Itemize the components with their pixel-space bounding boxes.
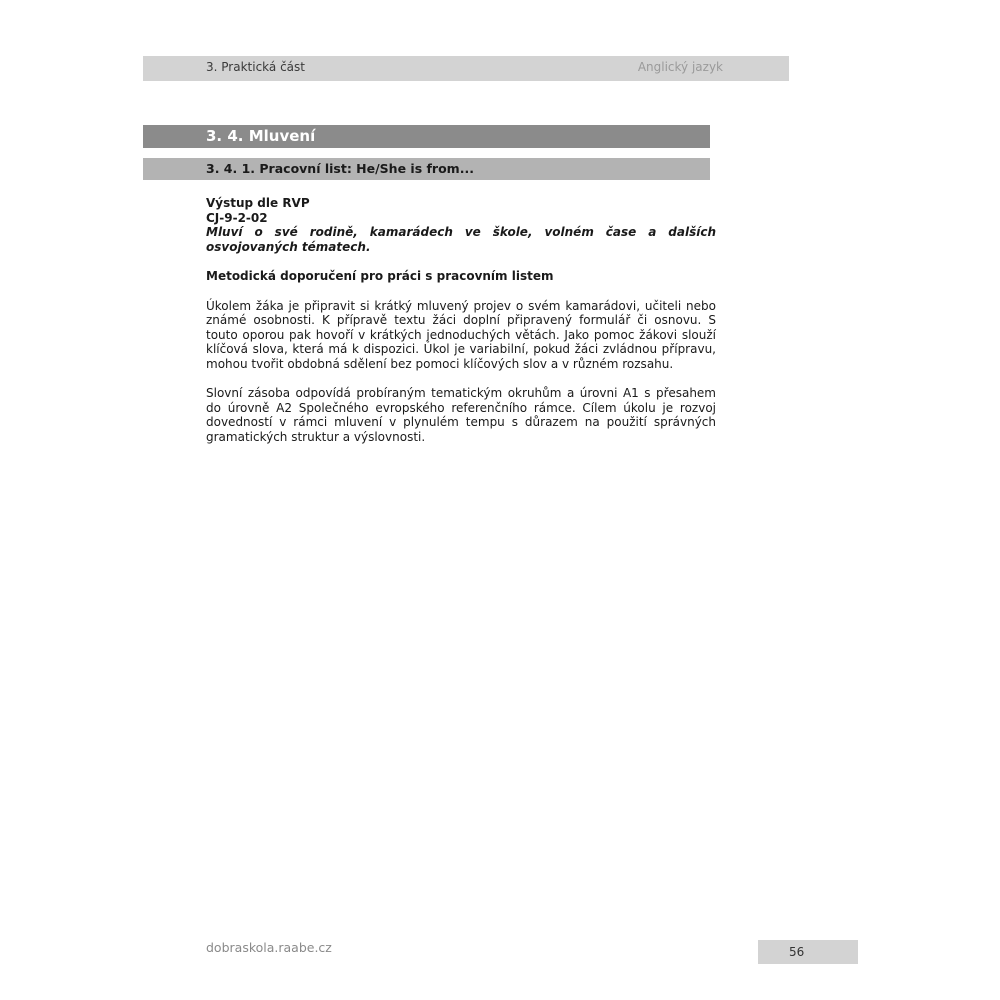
page-number: 56 <box>789 945 805 959</box>
header-chapter: 3. Praktická část <box>206 60 305 74</box>
metodicka-paragraph-2: Slovní zásoba odpovídá probíraným tematickým okruhům a úrovni A1 s přesahem do úrovně A2 Společného evropského referenčního rámce. Cílem úkolu je rozvoj dovedností v rámci mluvení v plynulém tempu s důrazem na použití správných gramatických struktur a výslovnosti. <box>206 386 716 444</box>
main-content <box>206 196 716 444</box>
footer-website: dobraskola.raabe.cz <box>206 940 332 955</box>
footer-page-box <box>758 940 858 964</box>
section-heading-bar <box>143 125 710 148</box>
vystup-heading: Výstup dle RVP <box>206 196 310 210</box>
vystup-description: Mluví o své rodině, kamarádech ve škole, volném čase a dalších osvojovaných tématech. <box>206 225 716 254</box>
running-header <box>143 56 789 81</box>
vystup-code: CJ-9-2-02 <box>206 210 268 225</box>
subsection-heading-bar <box>143 158 710 180</box>
metodicka-paragraph-1: Úkolem žáka je připravit si krátký mluvený projev o svém kamarádovi, učiteli nebo známé osobnosti. K přípravě textu žáci doplní připravený formulář či osnovu. S touto oporou pak hovoří v krátkých jednoduchých větách. Jako pomoc žákovi slouží klíčová slova, která má k dispozici. Úkol je variabilní, pokud žáci zvládnou přípravu, mohou tvořit obdobná sdělení bez pomoci klíčových slov a v různém rozsahu. <box>206 298 716 371</box>
metodicka-heading: Metodická doporučení pro práci s pracovním listem <box>206 269 554 283</box>
header-subject: Anglický jazyk <box>637 60 723 74</box>
section-title: 3. 4. Mluvení <box>206 127 316 145</box>
subsection-title: 3. 4. 1. Pracovní list: He/She is from... <box>206 161 474 176</box>
